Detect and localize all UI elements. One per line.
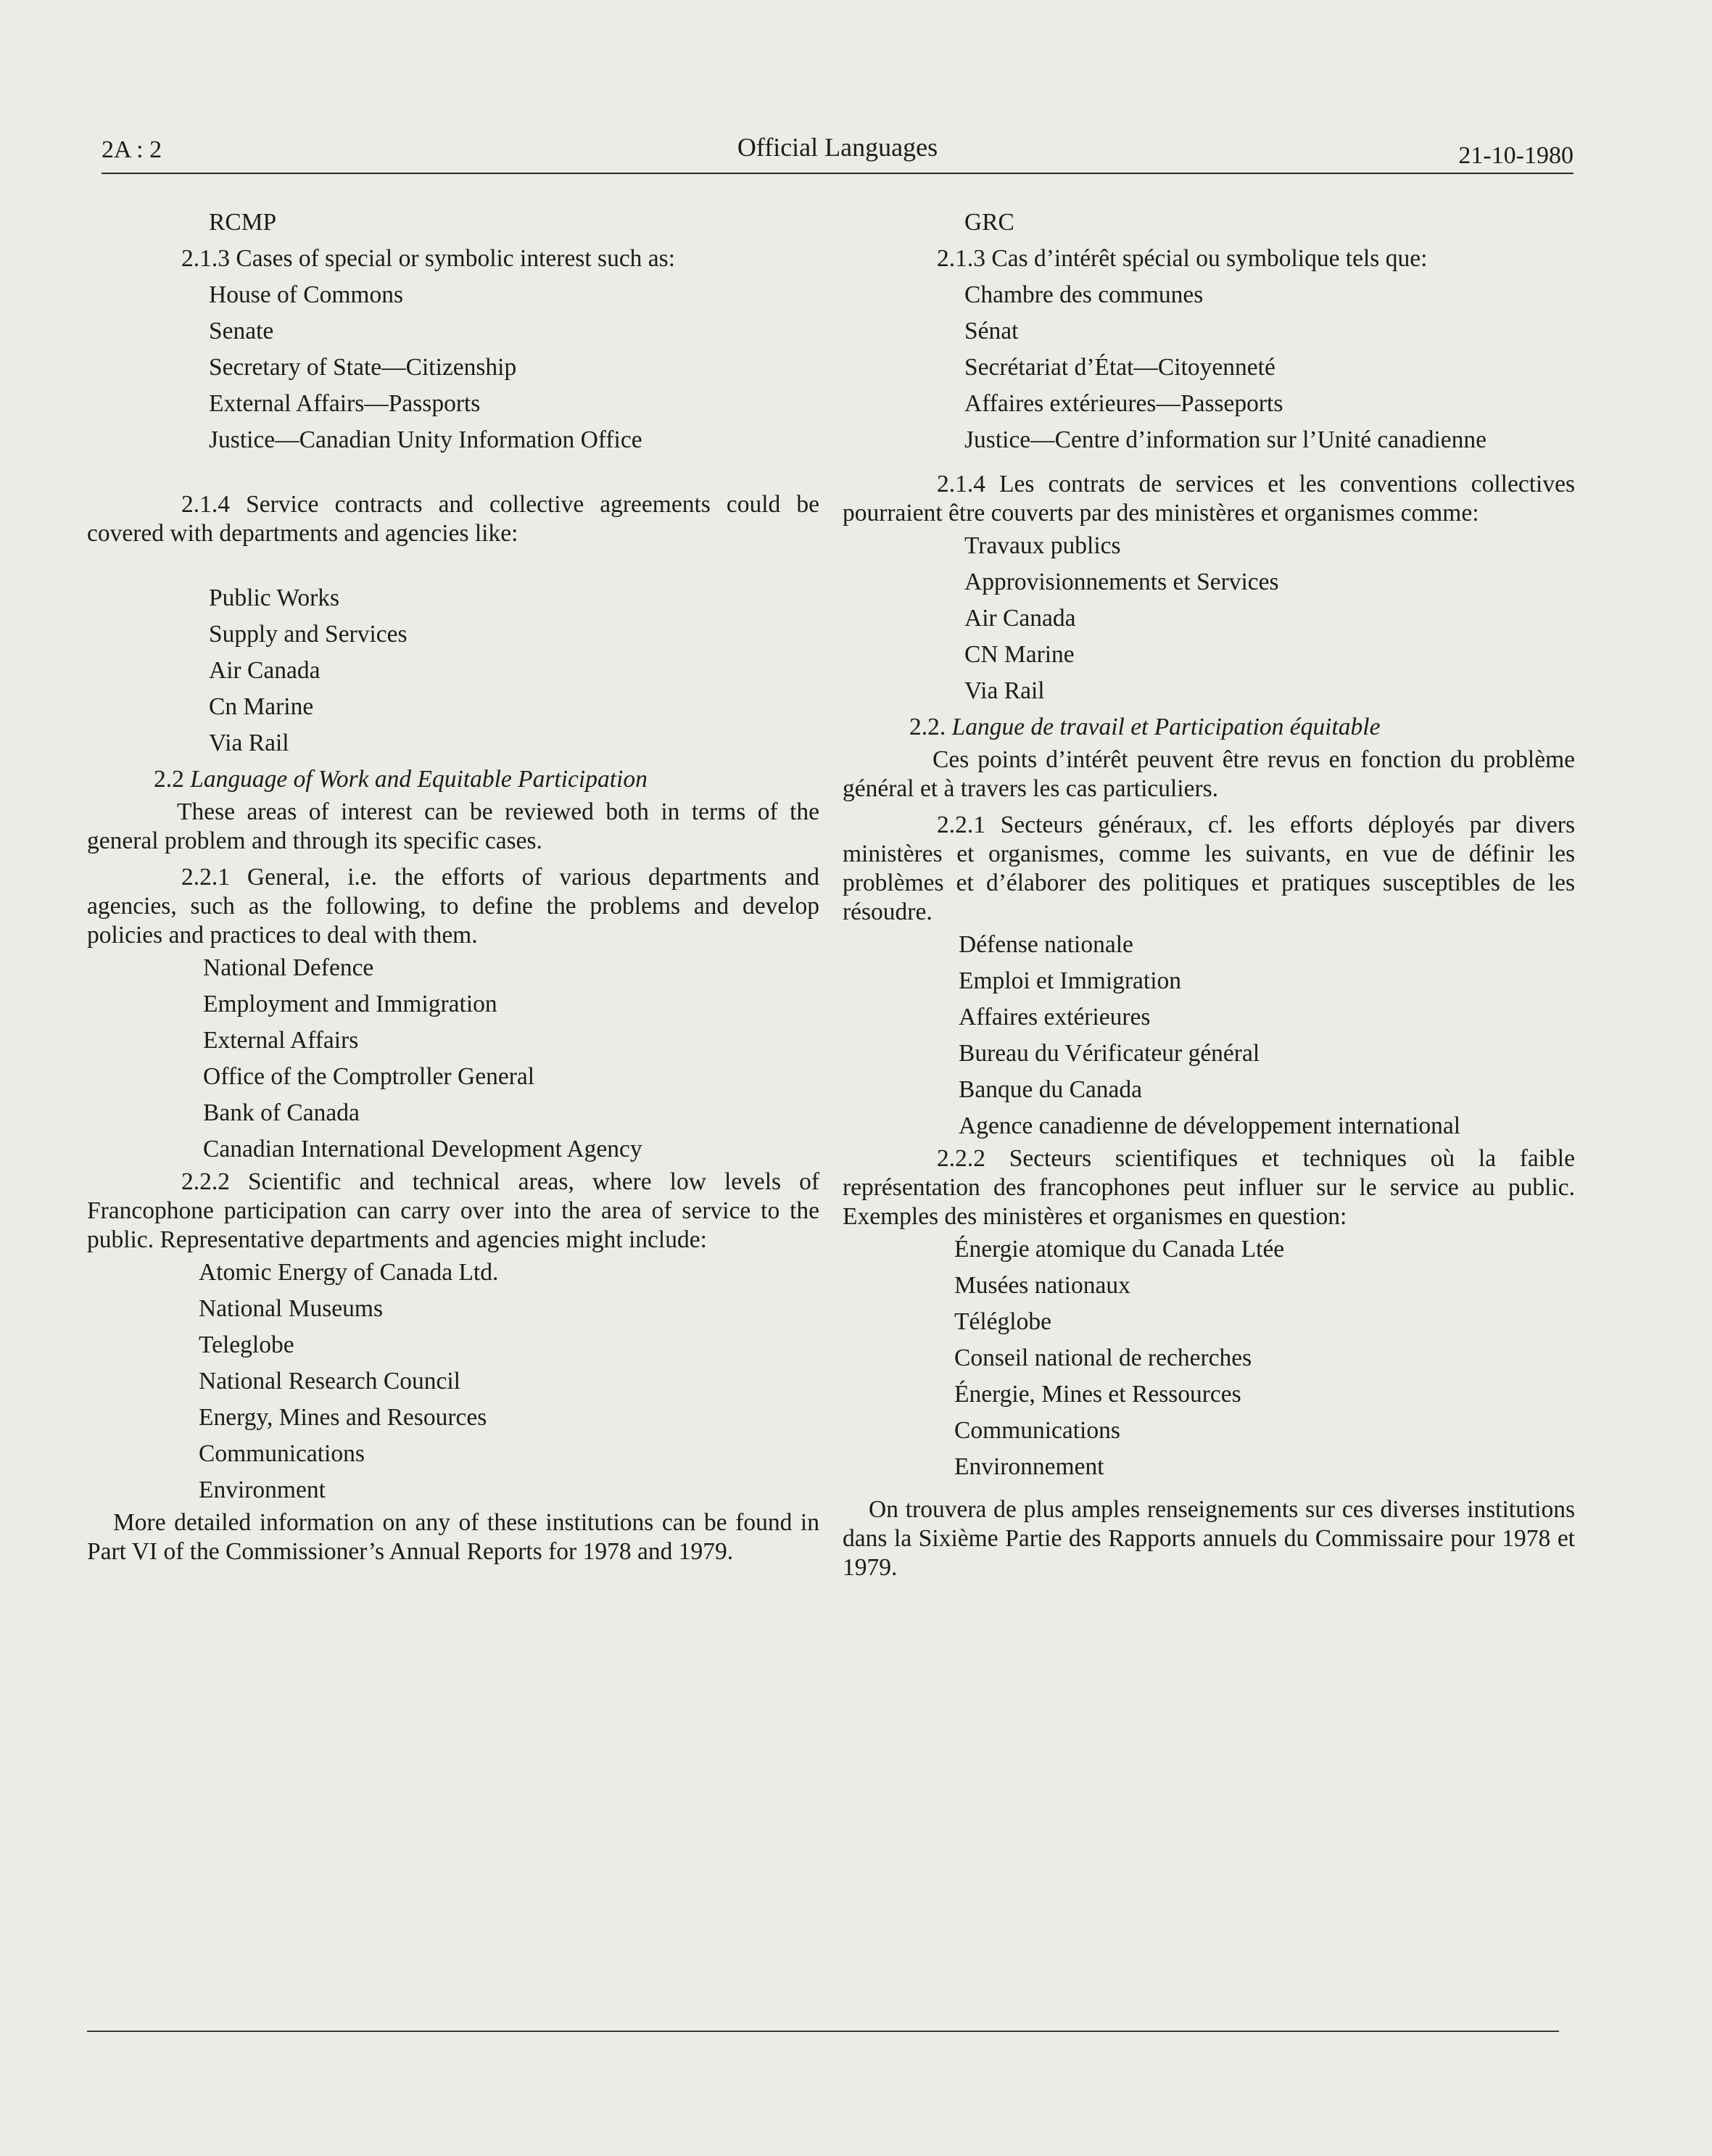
list-item: Musées nationaux	[954, 1272, 1130, 1299]
section-2-2-2-list	[843, 1231, 1575, 1485]
section-2-2-heading	[843, 709, 1575, 745]
list-item: Cn Marine	[209, 693, 314, 720]
list-item: Emploi et Immigration	[959, 967, 1182, 994]
list-item: Travaux publics	[964, 532, 1121, 559]
section-2-2-2-text: 2.2.2 Secteurs scientifiques et techniques où la faible représentation des francophones peut influer sur le service au public. Exemples des ministères et organismes en question:	[843, 1145, 1575, 1230]
list-item: House of Commons	[209, 281, 403, 308]
list-item: Office of the Comptroller General	[203, 1063, 535, 1090]
section-2-1-4-list	[843, 528, 1575, 709]
section-2-1-4-text: 2.1.4 Service contracts and collective agreements could be covered with departments and agencies like:	[87, 491, 819, 547]
section-2-2-text: These areas of interest can be reviewed both in terms of the general problem and through its specific cases.	[87, 798, 819, 854]
list-item: Employment and Immigration	[203, 991, 497, 1017]
list-item: CN Marine	[964, 641, 1075, 668]
section-2-2-title: Langue de travail et Participation équitable	[951, 714, 1381, 740]
section-2-1-3-heading: 2.1.3 Cas d’intérêt spécial ou symbolique tels que:	[937, 245, 1428, 272]
section-2-1-3-list	[843, 277, 1575, 458]
page-number: 2A : 2	[102, 136, 162, 163]
list-item: Canadian International Development Agency	[203, 1136, 642, 1162]
section-2-2-title: Language of Work and Equitable Participation	[190, 766, 648, 793]
list-item: External Affairs—Passports	[209, 390, 481, 417]
list-item: Sénat	[964, 318, 1019, 344]
list-item: Supply and Services	[209, 621, 408, 648]
list-item: Défense nationale	[959, 931, 1133, 958]
list-item: Energy, Mines and Resources	[199, 1404, 487, 1431]
list-item: Communications	[954, 1417, 1120, 1444]
page-header	[102, 129, 1574, 174]
list-item: Justice—Canadian Unity Information Office	[209, 426, 642, 453]
running-title: Official Languages	[737, 133, 938, 162]
section-2-2-number: 2.2	[154, 766, 184, 793]
section-2-2-2-text: 2.2.2 Scientific and technical areas, where low levels of Francophone participation can carry over into the area of service to the public. Representative departments and agencies might include:	[87, 1168, 819, 1253]
list-item: Énergie, Mines et Ressources	[954, 1381, 1241, 1408]
list-item: Via Rail	[964, 677, 1045, 704]
section-2-1-4-list	[87, 580, 819, 761]
list-item: Affaires extérieures	[959, 1004, 1151, 1030]
list-item: Air Canada	[964, 605, 1076, 632]
section-2-1-3-heading: 2.1.3 Cases of special or symbolic interest such as:	[181, 245, 676, 272]
section-2-2-1-text: 2.2.1 Secteurs généraux, cf. les efforts déployés par divers ministères et organismes, comme les suivants, en vue de définir les problèmes et d’élaborer des politiques et pratiques susceptibles de les résoudre.	[843, 811, 1575, 925]
section-2-2-number: 2.2.	[909, 714, 946, 740]
header-date: 21-10-1980	[1458, 142, 1574, 169]
section-2-2-text: Ces points d’intérêt peuvent être revus en fonction du problème général et à travers les cas particuliers.	[843, 746, 1575, 802]
section-2-1-3-list	[87, 277, 819, 458]
list-item: Conseil national de recherches	[954, 1345, 1252, 1371]
org-name: GRC	[964, 209, 1014, 236]
list-item: National Defence	[203, 954, 374, 981]
section-2-2-1-list	[87, 950, 819, 1168]
list-item: Senate	[209, 318, 274, 344]
list-item: Environnement	[954, 1453, 1104, 1480]
list-item: Secrétariat d’État—Citoyenneté	[964, 354, 1275, 381]
list-item: Communications	[199, 1440, 365, 1467]
list-item: National Research Council	[199, 1368, 460, 1395]
closing-paragraph: On trouvera de plus amples renseignements sur ces diverses institutions dans la Sixième Partie des Rapports annuels du Commissaire pour 1978 et 1979.	[843, 1496, 1575, 1581]
closing-paragraph: More detailed information on any of these institutions can be found in Part VI of the Commissioner’s Annual Reports for 1978 and 1979.	[87, 1509, 819, 1565]
list-item: Justice—Centre d’information sur l’Unité canadienne	[964, 426, 1487, 453]
bottom-rule	[87, 2031, 1559, 2032]
list-item: Air Canada	[209, 657, 321, 684]
section-2-2-1-list	[843, 927, 1575, 1144]
org-name: RCMP	[209, 209, 277, 236]
list-item: Banque du Canada	[959, 1076, 1143, 1103]
list-item: Affaires extérieures—Passeports	[964, 390, 1283, 417]
english-column	[87, 205, 819, 1566]
list-item: Public Works	[209, 585, 340, 611]
list-item: External Affairs	[203, 1027, 359, 1054]
section-2-2-heading	[87, 761, 819, 798]
list-item: Via Rail	[209, 730, 289, 756]
list-item: Approvisionnements et Services	[964, 569, 1279, 595]
list-item: Atomic Energy of Canada Ltd.	[199, 1259, 499, 1286]
list-item: Agence canadienne de développement international	[959, 1112, 1461, 1139]
list-item: Secretary of State—Citizenship	[209, 354, 517, 381]
list-item: Chambre des communes	[964, 281, 1204, 308]
list-item: Bureau du Vérificateur général	[959, 1040, 1260, 1067]
list-item: Téléglobe	[954, 1308, 1051, 1335]
list-item: Teleglobe	[199, 1331, 294, 1358]
list-item: National Museums	[199, 1295, 384, 1322]
section-2-2-2-list	[87, 1255, 819, 1508]
section-2-1-4-text: 2.1.4 Les contrats de services et les conventions collectives pourraient être couverts par des ministères et organismes comme:	[843, 471, 1575, 526]
list-item: Énergie atomique du Canada Ltée	[954, 1236, 1285, 1263]
list-item: Bank of Canada	[203, 1099, 360, 1126]
french-column	[843, 205, 1575, 1582]
section-2-2-1-text: 2.2.1 General, i.e. the efforts of various departments and agencies, such as the following, to define the problems and develop policies and practices to deal with them.	[87, 864, 819, 949]
list-item: Environment	[199, 1476, 326, 1503]
